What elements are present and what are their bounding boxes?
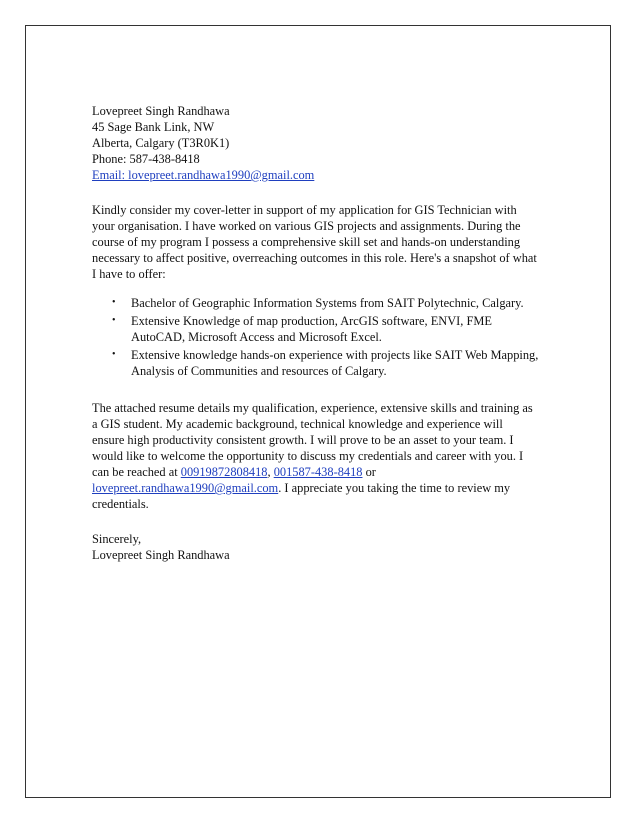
closing-line: The attached resume details my qualification, experience, extensive skills and training as: [92, 401, 533, 415]
sender-street: 45 Sage Bank Link, NW: [92, 120, 215, 134]
offer-text: Extensive Knowledge of map production, ArcGIS software, ENVI, FME: [131, 314, 492, 328]
intro-paragraph: [92, 202, 547, 282]
closing-line: [92, 480, 547, 496]
salutation: Sincerely,: [92, 532, 142, 546]
reach-suffix: or: [362, 465, 376, 479]
reach-prefix: can be reached at: [92, 465, 181, 479]
closing-line: would like to welcome the opportunity to discuss my credentials and career with you. I: [92, 449, 524, 463]
offers-list: [92, 295, 547, 379]
sender-city: Alberta, Calgary (T3R0K1): [92, 136, 230, 150]
spacer: [92, 381, 547, 400]
sender-address-block: [92, 103, 547, 183]
list-item: [92, 313, 547, 345]
closing-line: a GIS student. My academic background, technical knowledge and experience will: [92, 417, 503, 431]
offer-text: Extensive knowledge hands-on experience with projects like SAIT Web Mapping,: [131, 348, 539, 362]
phone-link-2[interactable]: 001587-438-8418: [273, 465, 363, 479]
spacer: [92, 282, 547, 295]
intro-line: I have to offer:: [92, 267, 166, 281]
intro-line: your organisation. I have worked on various GIS projects and assignments. During the: [92, 219, 521, 233]
bullet-icon: •: [112, 349, 116, 360]
offer-text: Bachelor of Geographic Information Systems from SAIT Polytechnic, Calgary.: [131, 296, 524, 310]
closing-line: credentials.: [92, 497, 149, 511]
sender-name: Lovepreet Singh Randhawa: [92, 104, 230, 118]
email-link[interactable]: lovepreet.randhawa1990@gmail.com: [92, 481, 279, 495]
phone-separator: ,: [267, 465, 274, 479]
appreciation-text: . I appreciate you taking the time to review my: [278, 481, 511, 495]
closing-paragraph: [92, 400, 547, 512]
closing-line: ensure high productivity consistent growth. I will prove to be an asset to your team. I: [92, 433, 514, 447]
closing-line: [92, 464, 547, 480]
offer-text: AutoCAD, Microsoft Access and Microsoft Excel.: [131, 330, 382, 344]
list-item: [92, 295, 547, 311]
sender-email-link[interactable]: Email: lovepreet.randhawa1990@gmail.com: [92, 168, 315, 182]
intro-line: Kindly consider my cover-letter in support of my application for GIS Technician with: [92, 203, 517, 217]
signoff-block: [92, 531, 547, 563]
phone-link-1[interactable]: 00919872808418: [180, 465, 268, 479]
offer-text: Analysis of Communities and resources of Calgary.: [131, 364, 387, 378]
spacer: [92, 183, 547, 202]
intro-line: necessary to affect positive, overreaching outcomes in this role. Here's a snapshot of what: [92, 251, 537, 265]
cover-letter: [92, 103, 547, 563]
bullet-icon: •: [112, 315, 116, 326]
list-item: [92, 347, 547, 379]
intro-line: course of my program I possess a comprehensive skill set and hands-on understanding: [92, 235, 521, 249]
bullet-icon: •: [112, 297, 116, 308]
sender-phone: Phone: 587-438-8418: [92, 152, 200, 166]
signature-name: Lovepreet Singh Randhawa: [92, 548, 230, 562]
spacer: [92, 512, 547, 531]
